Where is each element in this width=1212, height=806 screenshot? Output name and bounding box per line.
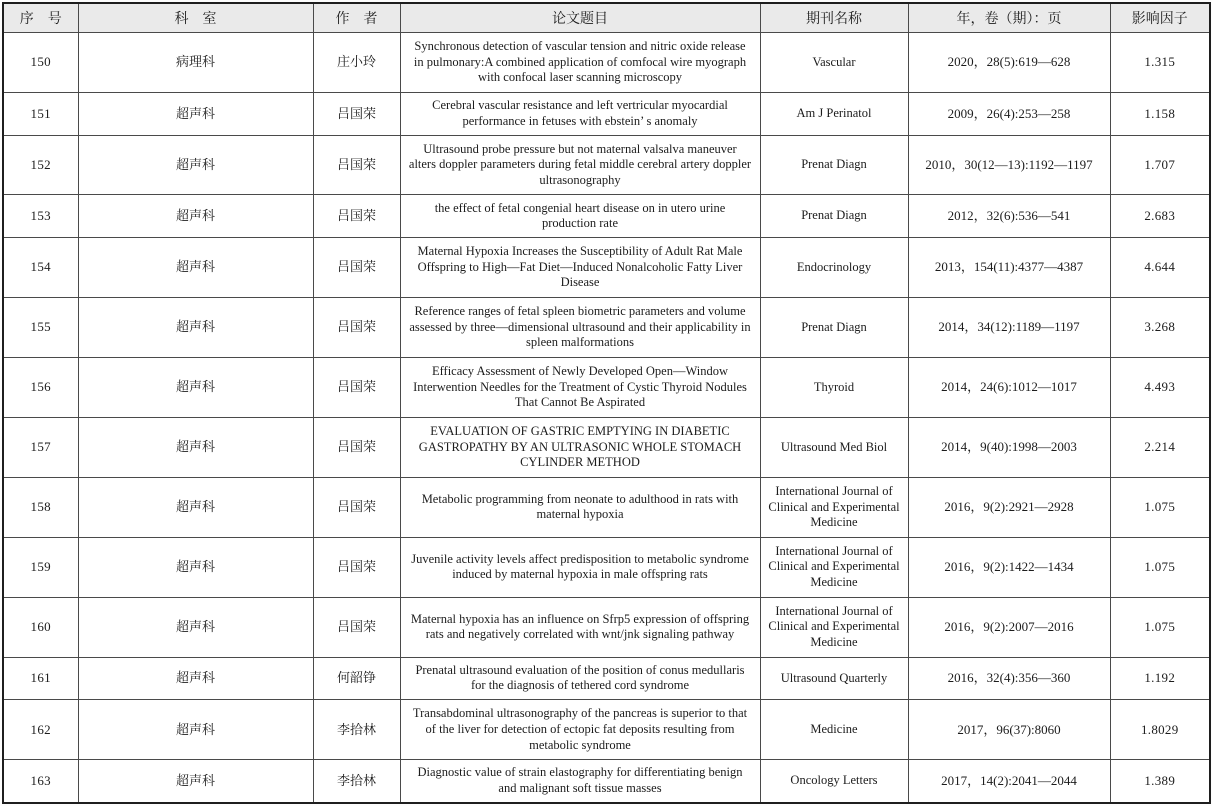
cell-paper-title: Prenatal ultrasound evaluation of the position of conus medullaris for the diagnosis of tethered cord syndrome bbox=[400, 657, 760, 700]
table-row bbox=[3, 417, 1210, 477]
column-header-serial-number: 序 号 bbox=[3, 3, 78, 33]
cell-journal-name: Vascular bbox=[760, 33, 908, 93]
cell-paper-title: EVALUATION OF GASTRIC EMPTYING IN DIABETIC GASTROPATHY BY AN ULTRASONIC WHOLE STOMACH CYLINDER METHOD bbox=[400, 417, 760, 477]
cell-impact-factor: 1.075 bbox=[1110, 597, 1210, 657]
cell-journal-name: Ultrasound Quarterly bbox=[760, 657, 908, 700]
cell-author: 吕国荣 bbox=[313, 417, 400, 477]
cell-paper-title: Maternal Hypoxia Increases the Susceptibility of Adult Rat Male Offspring to High—Fat Diet—Induced Nonalcoholic Fatty Liver Disease bbox=[400, 238, 760, 298]
cell-impact-factor: 1.707 bbox=[1110, 135, 1210, 195]
cell-impact-factor: 4.493 bbox=[1110, 357, 1210, 417]
cell-impact-factor: 1.192 bbox=[1110, 657, 1210, 700]
cell-department: 超声科 bbox=[78, 700, 313, 760]
cell-department: 超声科 bbox=[78, 597, 313, 657]
cell-department: 超声科 bbox=[78, 657, 313, 700]
cell-journal-name: International Journal of Clinical and Experimental Medicine bbox=[760, 537, 908, 597]
cell-serial-number: 151 bbox=[3, 92, 78, 135]
cell-year-volume-issue-pages: 2012，32(6):536—541 bbox=[908, 195, 1110, 238]
cell-year-volume-issue-pages: 2014，9(40):1998—2003 bbox=[908, 417, 1110, 477]
cell-department: 超声科 bbox=[78, 760, 313, 803]
cell-author: 吕国荣 bbox=[313, 135, 400, 195]
cell-paper-title: Ultrasound probe pressure but not maternal valsalva maneuver alters doppler parameters during fetal middle cerebral artery doppler ultrasonography bbox=[400, 135, 760, 195]
cell-year-volume-issue-pages: 2017，14(2):2041—2044 bbox=[908, 760, 1110, 803]
cell-serial-number: 157 bbox=[3, 417, 78, 477]
cell-journal-name: Thyroid bbox=[760, 357, 908, 417]
cell-impact-factor: 2.683 bbox=[1110, 195, 1210, 238]
table-row bbox=[3, 33, 1210, 93]
cell-serial-number: 152 bbox=[3, 135, 78, 195]
cell-journal-name: Medicine bbox=[760, 700, 908, 760]
cell-department: 超声科 bbox=[78, 357, 313, 417]
cell-author: 吕国荣 bbox=[313, 195, 400, 238]
cell-serial-number: 161 bbox=[3, 657, 78, 700]
cell-year-volume-issue-pages: 2020，28(5):619—628 bbox=[908, 33, 1110, 93]
cell-department: 超声科 bbox=[78, 477, 313, 537]
cell-year-volume-issue-pages: 2016，32(4):356—360 bbox=[908, 657, 1110, 700]
table-row bbox=[3, 238, 1210, 298]
cell-journal-name: Endocrinology bbox=[760, 238, 908, 298]
cell-serial-number: 155 bbox=[3, 297, 78, 357]
cell-author: 吕国荣 bbox=[313, 238, 400, 298]
cell-journal-name: Am J Perinatol bbox=[760, 92, 908, 135]
cell-impact-factor: 1.315 bbox=[1110, 33, 1210, 93]
cell-department: 超声科 bbox=[78, 537, 313, 597]
column-header-impact-factor: 影响因子 bbox=[1110, 3, 1210, 33]
cell-serial-number: 162 bbox=[3, 700, 78, 760]
table-row bbox=[3, 135, 1210, 195]
cell-paper-title: Cerebral vascular resistance and left vertricular myocardial performance in fetuses with ebstein’ s anomaly bbox=[400, 92, 760, 135]
cell-journal-name: Oncology Letters bbox=[760, 760, 908, 803]
table-row bbox=[3, 357, 1210, 417]
cell-year-volume-issue-pages: 2014，24(6):1012—1017 bbox=[908, 357, 1110, 417]
cell-paper-title: Efficacy Assessment of Newly Developed Open—Window Interwention Needles for the Treatment of Cystic Thyroid Nodules That Cannot Be Aspirated bbox=[400, 357, 760, 417]
table-row bbox=[3, 92, 1210, 135]
cell-department: 超声科 bbox=[78, 417, 313, 477]
cell-impact-factor: 1.075 bbox=[1110, 477, 1210, 537]
cell-department: 超声科 bbox=[78, 297, 313, 357]
column-header-year-volume-issue-pages: 年，卷（期）：页 bbox=[908, 3, 1110, 33]
cell-journal-name: International Journal of Clinical and Experimental Medicine bbox=[760, 597, 908, 657]
cell-serial-number: 158 bbox=[3, 477, 78, 537]
cell-serial-number: 150 bbox=[3, 33, 78, 93]
column-header-department: 科 室 bbox=[78, 3, 313, 33]
cell-year-volume-issue-pages: 2010，30(12—13):1192—1197 bbox=[908, 135, 1110, 195]
table-row bbox=[3, 537, 1210, 597]
column-header-paper-title: 论文题目 bbox=[400, 3, 760, 33]
cell-year-volume-issue-pages: 2017，96(37):8060 bbox=[908, 700, 1110, 760]
cell-paper-title: the effect of fetal congenial heart disease on in utero urine production rate bbox=[400, 195, 760, 238]
cell-year-volume-issue-pages: 2016，9(2):2007—2016 bbox=[908, 597, 1110, 657]
cell-paper-title: Juvenile activity levels affect predisposition to metabolic syndrome induced by maternal hypoxia in male offspring rats bbox=[400, 537, 760, 597]
cell-year-volume-issue-pages: 2013，154(11):4377—4387 bbox=[908, 238, 1110, 298]
cell-paper-title: Synchronous detection of vascular tension and nitric oxide release in pulmonary:A combined application of comfocal wire myograph with confocal laser scanning microscopy bbox=[400, 33, 760, 93]
cell-journal-name: Prenat Diagn bbox=[760, 297, 908, 357]
table-row bbox=[3, 477, 1210, 537]
table-row bbox=[3, 597, 1210, 657]
cell-department: 超声科 bbox=[78, 195, 313, 238]
cell-serial-number: 153 bbox=[3, 195, 78, 238]
cell-journal-name: Prenat Diagn bbox=[760, 135, 908, 195]
cell-department: 超声科 bbox=[78, 238, 313, 298]
cell-impact-factor: 1.8029 bbox=[1110, 700, 1210, 760]
cell-author: 吕国荣 bbox=[313, 357, 400, 417]
cell-impact-factor: 3.268 bbox=[1110, 297, 1210, 357]
cell-author: 李拾林 bbox=[313, 700, 400, 760]
cell-impact-factor: 2.214 bbox=[1110, 417, 1210, 477]
cell-author: 李拾林 bbox=[313, 760, 400, 803]
publication-table bbox=[2, 2, 1211, 804]
cell-author: 吕国荣 bbox=[313, 537, 400, 597]
cell-year-volume-issue-pages: 2014，34(12):1189—1197 bbox=[908, 297, 1110, 357]
cell-department: 病理科 bbox=[78, 33, 313, 93]
cell-serial-number: 163 bbox=[3, 760, 78, 803]
column-header-journal-name: 期刊名称 bbox=[760, 3, 908, 33]
cell-paper-title: Reference ranges of fetal spleen biometric parameters and volume assessed by three—dimensional ultrasound and their applicability in spleen malformations bbox=[400, 297, 760, 357]
cell-author: 何韶铮 bbox=[313, 657, 400, 700]
cell-paper-title: Metabolic programming from neonate to adulthood in rats with maternal hypoxia bbox=[400, 477, 760, 537]
cell-paper-title: Maternal hypoxia has an influence on Sfrp5 expression of offspring rats and negatively correlated with wnt/jnk signaling pathway bbox=[400, 597, 760, 657]
cell-impact-factor: 1.158 bbox=[1110, 92, 1210, 135]
cell-impact-factor: 4.644 bbox=[1110, 238, 1210, 298]
cell-journal-name: Prenat Diagn bbox=[760, 195, 908, 238]
table-row bbox=[3, 760, 1210, 803]
table-row bbox=[3, 297, 1210, 357]
cell-impact-factor: 1.075 bbox=[1110, 537, 1210, 597]
cell-department: 超声科 bbox=[78, 135, 313, 195]
cell-serial-number: 159 bbox=[3, 537, 78, 597]
cell-serial-number: 160 bbox=[3, 597, 78, 657]
cell-serial-number: 156 bbox=[3, 357, 78, 417]
cell-journal-name: International Journal of Clinical and Experimental Medicine bbox=[760, 477, 908, 537]
cell-author: 庄小玲 bbox=[313, 33, 400, 93]
cell-author: 吕国荣 bbox=[313, 297, 400, 357]
column-header-author: 作 者 bbox=[313, 3, 400, 33]
cell-author: 吕国荣 bbox=[313, 477, 400, 537]
cell-author: 吕国荣 bbox=[313, 597, 400, 657]
table-header-row bbox=[3, 3, 1210, 33]
cell-year-volume-issue-pages: 2009，26(4):253—258 bbox=[908, 92, 1110, 135]
table-body bbox=[3, 33, 1210, 804]
cell-journal-name: Ultrasound Med Biol bbox=[760, 417, 908, 477]
cell-year-volume-issue-pages: 2016，9(2):2921—2928 bbox=[908, 477, 1110, 537]
cell-impact-factor: 1.389 bbox=[1110, 760, 1210, 803]
table-row bbox=[3, 657, 1210, 700]
table-row bbox=[3, 195, 1210, 238]
table-row bbox=[3, 700, 1210, 760]
cell-author: 吕国荣 bbox=[313, 92, 400, 135]
cell-paper-title: Diagnostic value of strain elastography for differentiating benign and malignant soft tissue masses bbox=[400, 760, 760, 803]
cell-serial-number: 154 bbox=[3, 238, 78, 298]
cell-year-volume-issue-pages: 2016，9(2):1422—1434 bbox=[908, 537, 1110, 597]
cell-department: 超声科 bbox=[78, 92, 313, 135]
cell-paper-title: Transabdominal ultrasonography of the pancreas is superior to that of the liver for detection of ectopic fat deposits resulting from metabolic syndrome bbox=[400, 700, 760, 760]
